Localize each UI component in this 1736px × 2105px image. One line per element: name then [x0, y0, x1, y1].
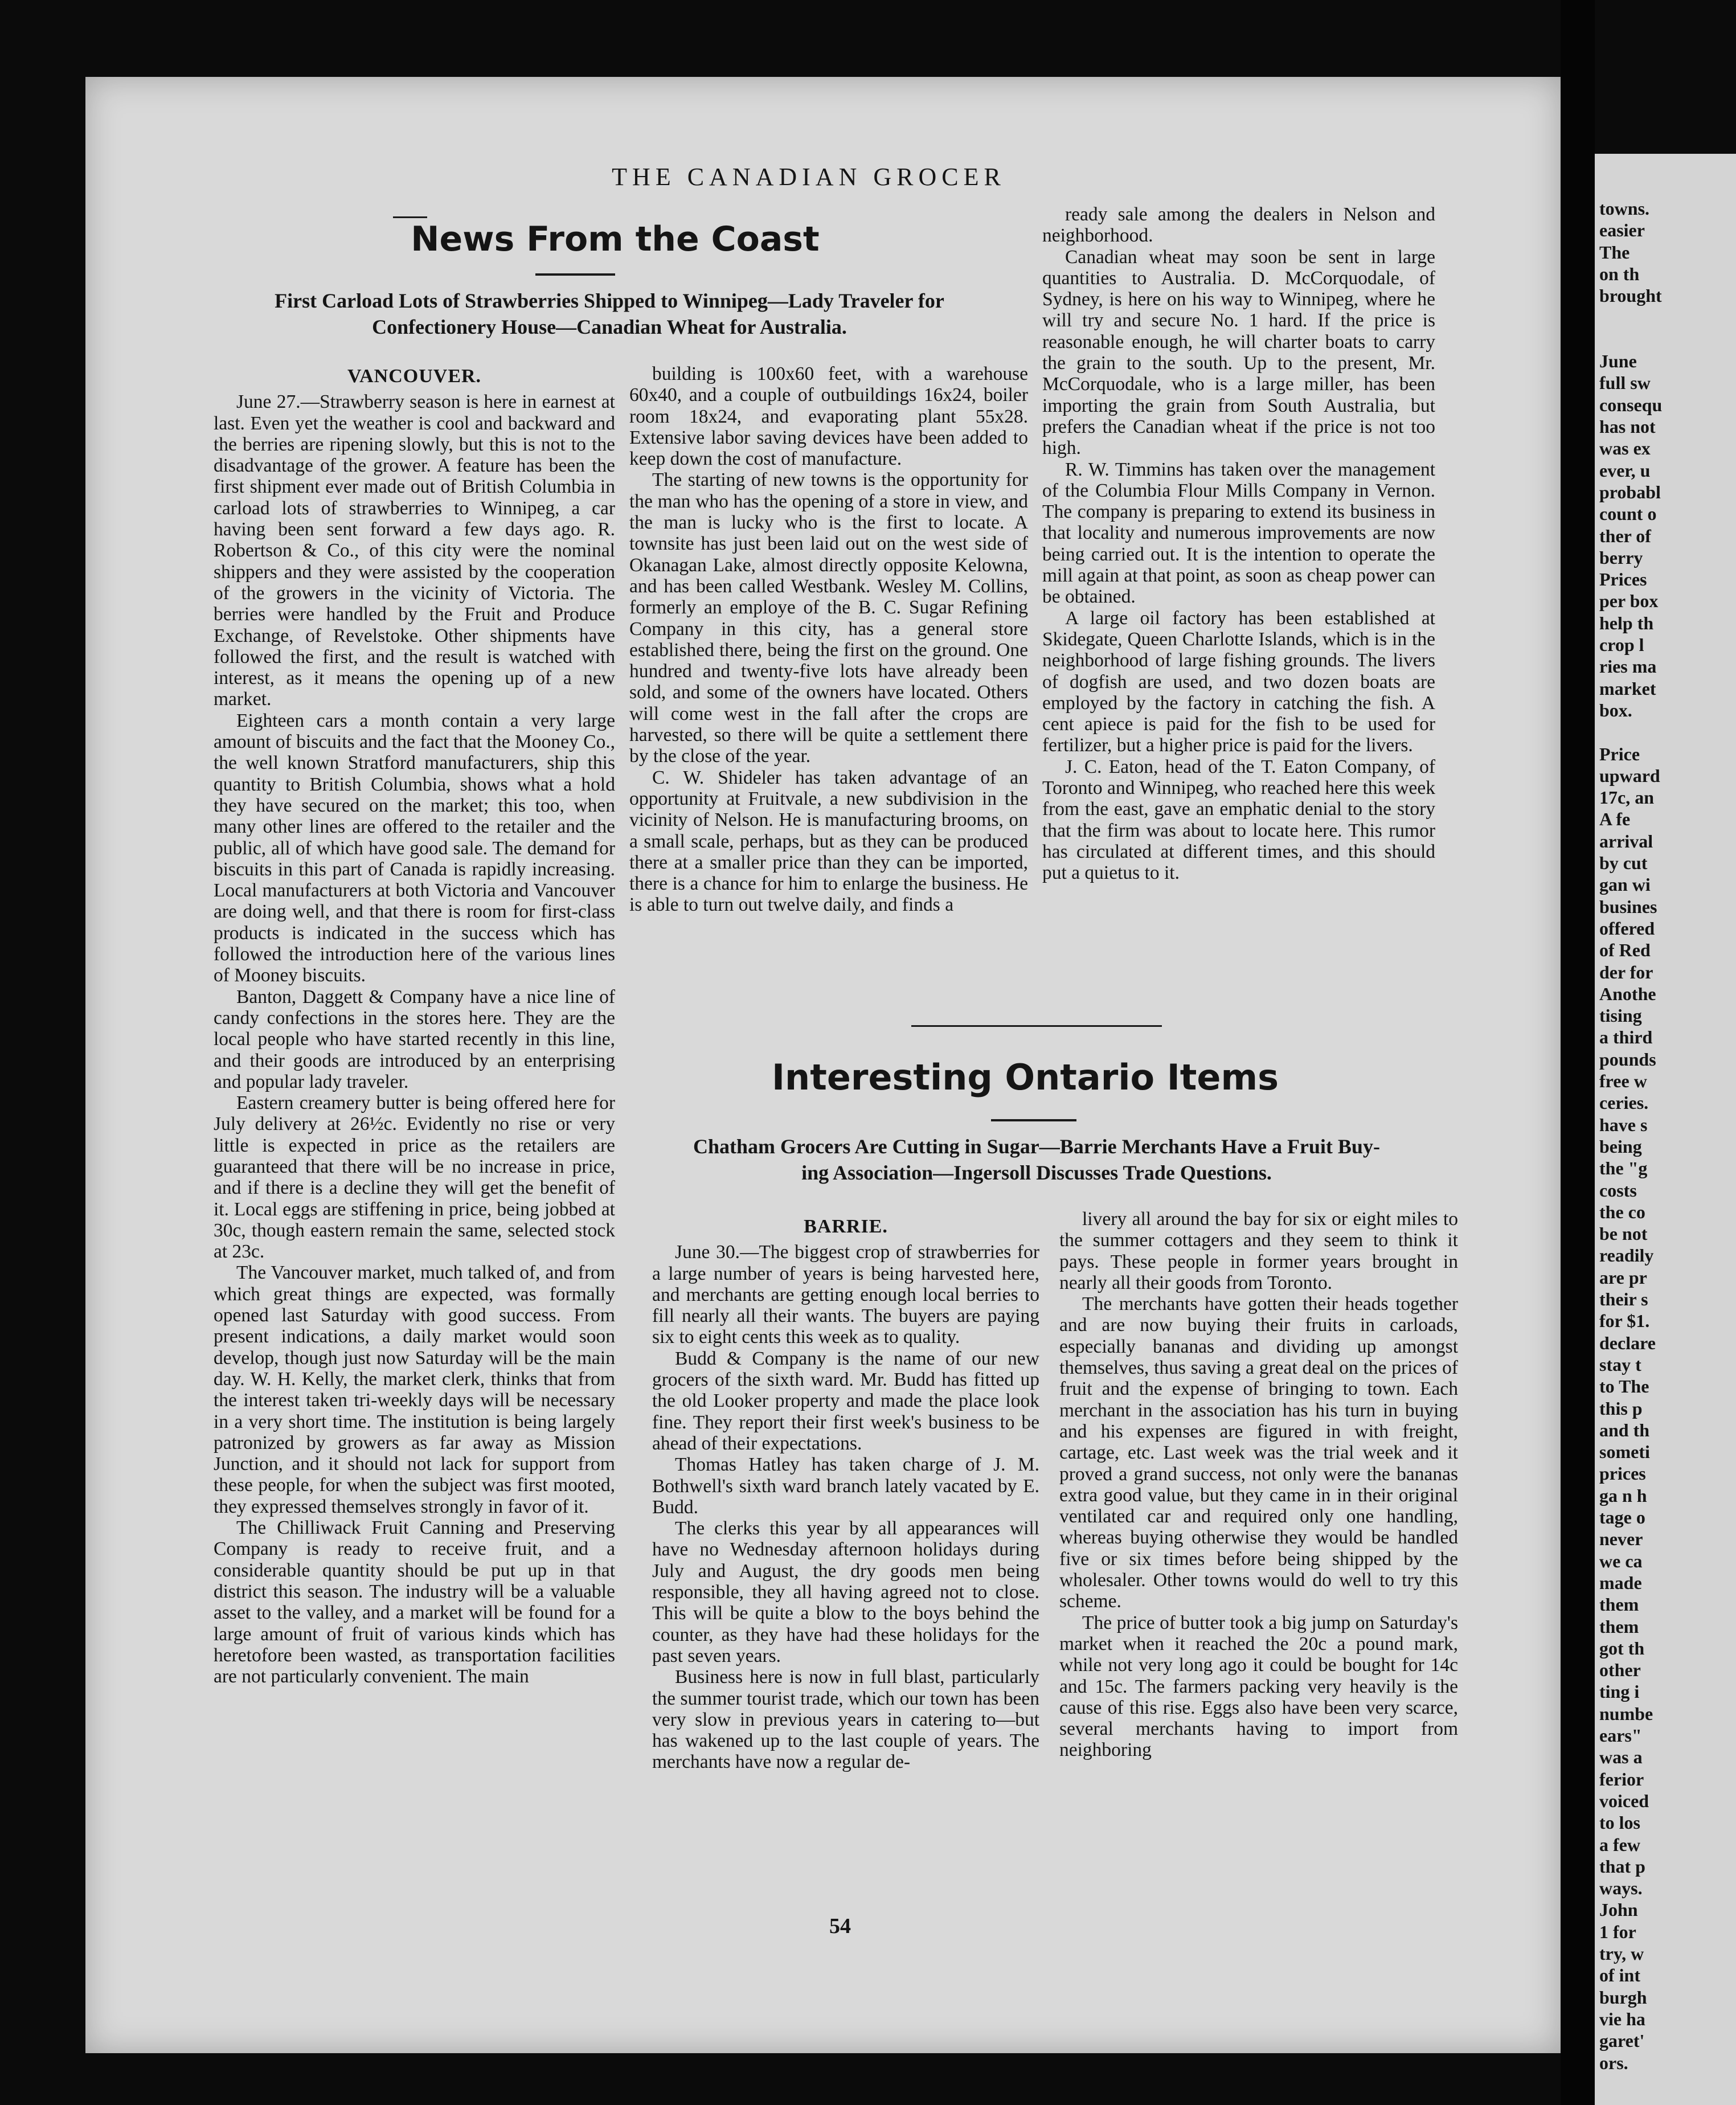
page-gutter — [1561, 0, 1595, 2105]
fragment-line: The — [1599, 241, 1630, 263]
page-number: 54 — [829, 1914, 851, 1938]
fragment-line: ways. — [1599, 1878, 1643, 1899]
fragment-line: ther of — [1599, 525, 1651, 546]
article2-title: Interesting Ontario Items — [771, 1056, 1279, 1098]
fragment-line: this p — [1599, 1398, 1643, 1419]
title-rule-top — [393, 216, 427, 218]
fragment-line: ting i — [1599, 1681, 1640, 1702]
paragraph: C. W. Shideler has taken advantage of an opportunity at Fruitvale, a new subdivision in the vicinity of Nelson. He is manufacturing brooms, on a small scale, perhaps, but as they can be produced there at a smaller price than they can be imported, there is a chance for him to enlarge the business. He is able to turn out twelve daily, and finds a — [629, 767, 1028, 916]
fragment-line: them — [1599, 1616, 1639, 1637]
paragraph: J. C. Eaton, head of the T. Eaton Company, of Toronto and Winnipeg, who reached here this week from the east, gave an emphatic denial to the story that the firm was about to locate here. This rumor has circulated at different times, and this should put a quietus to it. — [1042, 756, 1435, 884]
title2-rule — [991, 1119, 1076, 1121]
fragment-line: busines — [1599, 896, 1657, 917]
fragment-line: a third — [1599, 1027, 1653, 1048]
paragraph: June 27.—Strawberry season is here in earnest at last. Even yet the weather is cool and backward and the berries are ripening slowly, but this is not to the disadvantage of the grower. A feature has been the first shipment ever made out of British Columbia in carload lots of strawberries to Winnipeg, a car having been sent forward a few days ago. R. Robertson & Co., of this city were the nominal shippers and they were assisted by the cooperation of the growers in the vicinity of Victoria. The berries were handled by the Fruit and Produce Exchange, of Revelstoke. Other shipments have followed the first, and the result is watched with interest, as it means the opening up of a new market. — [214, 391, 615, 710]
paragraph: The price of butter took a big jump on Saturday's market when it reached the 20c a pound mark, while not very long ago it could be bought for 14c and 15c. The farmers packing very heavily is the cause of this rise. Eggs also have been very scarce, several merchants having to import from neighboring — [1059, 1612, 1458, 1761]
article2-col1-body — [652, 1242, 1039, 1772]
fragment-line: ors. — [1599, 2052, 1628, 2073]
fragment-line: garet' — [1599, 2030, 1645, 2051]
fragment-line: help th — [1599, 612, 1654, 633]
fragment-line: consequ — [1599, 394, 1663, 415]
fragment-line: their s — [1599, 1289, 1648, 1309]
article1-col2-body — [629, 363, 1028, 916]
fragment-line: per box — [1599, 591, 1659, 612]
fragment-line: that p — [1599, 1856, 1645, 1877]
fragment-line: be not — [1599, 1223, 1648, 1244]
fragment-line: has not — [1599, 416, 1656, 437]
fragment-line: vie ha — [1599, 2008, 1645, 2029]
fragment-line: ever, u — [1599, 460, 1651, 481]
paragraph: Eighteen cars a month contain a very large amount of biscuits and the fact that the Mooney Co., the well known Stratford manufacturers, ship this quantity to British Columbia, shows what a hold they have secured on the market; this too, when many other lines are offered to the retailer and the public, all of which have good sale. The demand for biscuits in this part of Canada is rapidly increasing. Local manufacturers at both Victoria and Vancouver are doing well, and that there is room for first-class products is indicated in the success which has followed the introduction here of the various lines of Mooney biscuits. — [214, 710, 615, 986]
paragraph: Banton, Daggett & Company have a nice line of candy confections in the stores here. They are the local people who have started recently in this line, and their goods are introduced by an enterprising and popular lady traveler. — [214, 986, 615, 1092]
title-rule-bottom — [535, 273, 615, 276]
fragment-line: never — [1599, 1529, 1643, 1550]
article2-col2-body — [1059, 1209, 1458, 1761]
fragment-line: der for — [1599, 961, 1653, 982]
fragment-line: a few — [1599, 1834, 1640, 1855]
fragment-line: ries ma — [1599, 656, 1657, 677]
paragraph: The clerks this year by all appearances will have no Wednesday afternoon holidays during July and August, the dry goods men being responsible, they all having agreed not to close. This will be quite a blow to the boys behind the counter, as they have had these holidays for the past seven years. — [652, 1518, 1039, 1666]
fragment-line: gan wi — [1599, 874, 1651, 895]
fragment-line: 17c, an — [1599, 787, 1654, 808]
fragment-line: ferior — [1599, 1768, 1644, 1789]
section-divider — [911, 1025, 1162, 1027]
fragment-line: June — [1599, 351, 1637, 372]
fragment-line: brought — [1599, 285, 1662, 306]
paragraph: Business here is now in full blast, particularly the summer tourist trade, which our town has been very slow in previous years in catering to—but has wakened up to the last couple of years. The merchants have now a regular de- — [652, 1666, 1039, 1773]
fragment-line: arrival — [1599, 830, 1653, 851]
paragraph: The starting of new towns is the opportunity for the man who has the opening of a store in view, and the man is lucky who is the first to locate. A townsite has just been laid out on the west side of Okanagan Lake, almost directly opposite Kelowna, and has been called Westbank. Wesley M. Collins, formerly an employe of the B. C. Sugar Refining Company in this city, has a general store established there, being the first on the ground. One hundred and twenty-five lots have already been sold, and some of the owners have located. Others will come west in the fall after the crops are harvested, so there will be quite a settlement there by the close of the year. — [629, 469, 1028, 767]
fragment-line: full sw — [1599, 372, 1651, 394]
fragment-line: easier — [1599, 220, 1645, 241]
fragment-line: for $1. — [1599, 1310, 1650, 1332]
fragment-line: market — [1599, 678, 1656, 699]
fragment-line: of int — [1599, 1965, 1640, 1986]
paragraph: Canadian wheat may soon be sent in large quantities to Australia. D. McCorquodale, of Sydney, is here on his way to Winnipeg, where he will try and secure No. 1 hard. If the price is reasonable enough, he will charter boats to carry the grain to the south. Up to the present, Mr. McCorquodale, who is a large miller, has been importing the grain from South Australia, but prefers the Canadian wheat if the price is not too high. — [1042, 246, 1435, 459]
fragment-line: count o — [1599, 503, 1657, 525]
article1-col3-body — [1042, 204, 1435, 884]
fragment-line: readily — [1599, 1245, 1654, 1266]
fragment-line: Prices — [1599, 569, 1647, 590]
fragment-line: crop l — [1599, 634, 1644, 655]
paragraph: A large oil factory has been established at Skidegate, Queen Charlotte Islands, which is in the neighborhood of large fishing grounds. The livers of dogfish are used, and two dozen boats are employed by the factory in catching the fish. A cent apiece is paid for the fish to be used for fertilizer, but a higher price is paid for the livers. — [1042, 607, 1435, 756]
fragment-line: Price — [1599, 743, 1640, 764]
paragraph: Budd & Company is the name of our new grocers of the sixth ward. Mr. Budd has fitted up the old Looker property and made the place look fine. They report their first week's business to be ahead of their expectations. — [652, 1348, 1039, 1454]
paragraph: building is 100x60 feet, with a warehouse 60x40, and a couple of outbuildings 16x24, boiler room 18x24, and evaporating plant 55x28. Extensive labor saving devices have been added to keep down the cost of manufacture. — [629, 363, 1028, 470]
article1-col1-body — [214, 391, 615, 1687]
fragment-line: we ca — [1599, 1550, 1643, 1571]
article2-dateline: BARRIE. — [804, 1216, 888, 1237]
fragment-line: upward — [1599, 765, 1660, 786]
paragraph: Eastern creamery butter is being offered here for July delivery at 26½c. Evidently no rise or very little is expected in price as the retailers are guaranteed that there will be no increase in price, and if there is a decline they will get the benefit of it. Local eggs are stiffening in price, being jobbed at 30c, though eastern remain the same, selected stock at 23c. — [214, 1092, 615, 1263]
fragment-line: stay t — [1599, 1354, 1641, 1375]
fragment-line: free w — [1599, 1071, 1647, 1091]
article2-column-2 — [1059, 1209, 1458, 1761]
article2-subtitle-2: ing Association—Ingersoll Discusses Trade Questions. — [801, 1161, 1272, 1184]
fragment-line: 1 for — [1599, 1921, 1636, 1942]
fragment-line: of Red — [1599, 940, 1651, 961]
fragment-line: pounds — [1599, 1049, 1656, 1070]
fragment-line: declare — [1599, 1332, 1656, 1353]
fragment-line: on th — [1599, 263, 1640, 284]
fragment-line: burgh — [1599, 1987, 1647, 2008]
article1-subtitle-2: Confectionery House—Canadian Wheat for Australia. — [372, 316, 847, 338]
fragment-line: other — [1599, 1660, 1641, 1681]
fragment-line: have s — [1599, 1114, 1648, 1135]
fragment-line: prices — [1599, 1463, 1646, 1484]
article2-subtitle-1: Chatham Grocers Are Cutting in Sugar—Barrie Merchants Have a Fruit Buy- — [693, 1135, 1380, 1158]
paragraph: The Vancouver market, much talked of, and from which great things are expected, was formally opened last Saturday with good success. From present indications, a daily market would soon develop, though just now Saturday will be the main day. W. H. Kelly, the market clerk, thinks that from the interest taken tri-weekly days will be necessary in a very short time. The institution is being largely patronized by growers as far away as Mission Junction, and it should not lack for support from these people, for when the subject was first mooted, they expressed themselves strongly in favor of it. — [214, 1262, 615, 1517]
fragment-line: ceries. — [1599, 1092, 1649, 1113]
fragment-line: being — [1599, 1136, 1642, 1157]
fragment-line: to The — [1599, 1376, 1649, 1397]
paragraph: June 30.—The biggest crop of strawberries for a large number of years is being harvested here, and merchants are getting enough local berries to fill nearly all their wants. The buyers are paying six to eight cents this week as to quality. — [652, 1242, 1039, 1348]
fragment-line: tising — [1599, 1005, 1642, 1026]
article1-column-2 — [629, 363, 1028, 916]
fragment-line: someti — [1599, 1441, 1650, 1463]
fragment-line: was a — [1599, 1747, 1643, 1768]
article1-dateline: VANCOUVER. — [347, 366, 482, 387]
fragment-line: offered — [1599, 918, 1655, 939]
fragment-line: try, w — [1599, 1943, 1644, 1964]
fragment-line: made — [1599, 1572, 1642, 1593]
fragment-line: ga n h — [1599, 1485, 1647, 1506]
fragment-line: Anothe — [1599, 983, 1656, 1004]
fragment-line: to los — [1599, 1812, 1640, 1833]
article1-column-1 — [214, 366, 615, 1687]
fragment-line: tage o — [1599, 1507, 1645, 1527]
article2-column-1 — [652, 1216, 1039, 1773]
fragment-line: box. — [1599, 699, 1632, 720]
paragraph: livery all around the bay for six or eight miles to the summer cottagers and they seem to think it pays. These people in former years brought in nearly all their goods from Toronto. — [1059, 1209, 1458, 1293]
fragment-line: probabl — [1599, 481, 1661, 502]
fragment-line: voiced — [1599, 1790, 1649, 1811]
running-header: THE CANADIAN GROCER — [612, 163, 1006, 191]
fragment-line: and th — [1599, 1419, 1650, 1440]
fragment-line: the "g — [1599, 1158, 1648, 1179]
fragment-line: the co — [1599, 1201, 1645, 1222]
paragraph: Thomas Hatley has taken charge of J. M. Bothwell's sixth ward branch lately vacated by E. Budd. — [652, 1454, 1039, 1518]
fragment-line: John — [1599, 1899, 1638, 1920]
fragment-line: by cut — [1599, 853, 1648, 873]
fragment-line: was ex — [1599, 438, 1651, 459]
article1-column-3 — [1042, 204, 1435, 884]
article1-title: News From the Coast — [411, 219, 820, 259]
fragment-line: berry — [1599, 547, 1643, 568]
paragraph: ready sale among the dealers in Nelson and neighborhood. — [1042, 204, 1435, 247]
fragment-line: got th — [1599, 1637, 1645, 1658]
fragment-line: them — [1599, 1594, 1639, 1615]
paragraph: R. W. Timmins has taken over the management of the Columbia Flour Mills Company in Vernon. The company is preparing to extend its business in that locality and numerous improvements are now being carried out. It is the intention to operate the mill again at that point, as soon as cheap power can be obtained. — [1042, 458, 1435, 608]
fragment-line: are pr — [1599, 1267, 1647, 1288]
fragment-line: ears" — [1599, 1725, 1642, 1746]
fragment-line: A fe — [1599, 809, 1631, 830]
fragment-line: costs — [1599, 1180, 1637, 1201]
paragraph: The merchants have gotten their heads together and are now buying their fruits in carloads, especially bananas and dividing up amongst themselves, thus saving a great deal on the prices of fruit and the expense of bringing to town. Each merchant in the association has his turn in buying and his expenses are figured in with freight, cartage, etc. Last week was the trial week and it proved a grand success, not only were the bananas extra good value, but they came in in their original ventilated car and required only one handling, whereas buying otherwise they would be handled five or six times before being shipped by the wholesaler. Other towns would do well to try this scheme. — [1059, 1293, 1458, 1612]
fragment-line: numbe — [1599, 1703, 1653, 1724]
next-page-fragment — [1595, 154, 1736, 2105]
fragment-line: towns. — [1599, 198, 1650, 219]
paragraph: The Chilliwack Fruit Canning and Preserving Company is ready to receive fruit, and a considerable quantity should be put up in that district this season. The industry will be a valuable asset to the valley, and a market will be found for a large amount of fruit of various kinds which has heretofore been wasted, as transportation facilities are not particularly convenient. The main — [214, 1517, 615, 1688]
article1-subtitle-1: First Carload Lots of Strawberries Shipped to Winnipeg—Lady Traveler for — [275, 289, 944, 312]
